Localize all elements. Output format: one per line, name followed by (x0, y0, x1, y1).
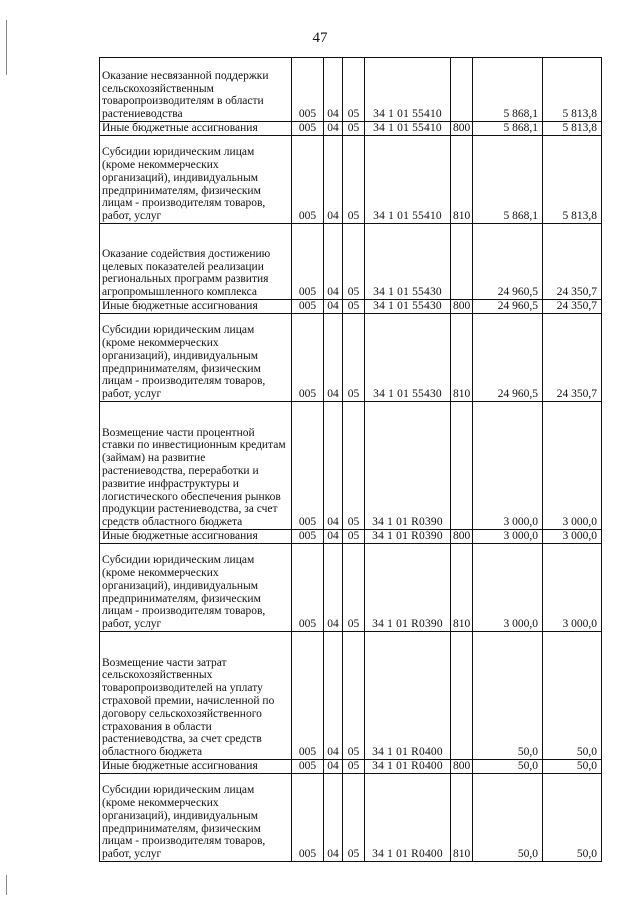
table-row (100, 122, 602, 136)
amount-year2-cell: 3 000,0 (543, 530, 602, 544)
subsection-code-cell: 05 (343, 136, 365, 224)
section-code-cell: 04 (324, 530, 343, 544)
row-name-cell: Возмещение части процентной ставки по инвестиционным кредитам (займам) на развитие растениеводства, переработки и развитие инфраструктуры и логистического обеспечения рынков продукции растениеводства, за счет средств областного бюджета (100, 402, 292, 530)
table-row (100, 544, 602, 632)
amount-year2-cell: 24 350,7 (543, 300, 602, 314)
section-code-cell: 04 (324, 314, 343, 402)
amount-year1-cell: 50,0 (473, 774, 543, 862)
target-article-cell: 34 1 01 R0390 (365, 402, 451, 530)
subsection-code-cell: 05 (343, 774, 365, 862)
section-code-cell: 04 (324, 632, 343, 760)
amount-year1-cell: 5 868,1 (473, 58, 543, 122)
amount-year1-cell: 5 868,1 (473, 136, 543, 224)
subsection-code-cell: 05 (343, 760, 365, 774)
expense-type-cell: 810 (451, 314, 473, 402)
row-name-cell: Иные бюджетные ассигнования (100, 760, 292, 774)
amount-year2-cell: 50,0 (543, 774, 602, 862)
expense-type-cell: 810 (451, 544, 473, 632)
table-row (100, 136, 602, 224)
target-article-cell: 34 1 01 R0400 (365, 632, 451, 760)
subsection-code-cell: 05 (343, 300, 365, 314)
expense-type-cell: 800 (451, 300, 473, 314)
expense-type-cell (451, 402, 473, 530)
target-article-cell: 34 1 01 R0390 (365, 530, 451, 544)
amount-year1-cell: 3 000,0 (473, 544, 543, 632)
amount-year2-cell: 3 000,0 (543, 544, 602, 632)
section-code-cell: 04 (324, 544, 343, 632)
amount-year1-cell: 50,0 (473, 632, 543, 760)
ved-code-cell: 005 (292, 760, 324, 774)
ved-code-cell: 005 (292, 314, 324, 402)
amount-year2-cell: 24 350,7 (543, 314, 602, 402)
ved-code-cell: 005 (292, 58, 324, 122)
amount-year2-cell: 3 000,0 (543, 402, 602, 530)
amount-year1-cell: 3 000,0 (473, 530, 543, 544)
expense-type-cell: 810 (451, 136, 473, 224)
amount-year2-cell: 5 813,8 (543, 58, 602, 122)
page-number: 47 (312, 30, 328, 46)
subsection-code-cell: 05 (343, 314, 365, 402)
left-margin-mark (6, 20, 7, 75)
ved-code-cell: 005 (292, 122, 324, 136)
target-article-cell: 34 1 01 R0390 (365, 544, 451, 632)
row-name-cell: Иные бюджетные ассигнования (100, 300, 292, 314)
left-margin-mark (6, 875, 7, 895)
amount-year1-cell: 50,0 (473, 760, 543, 774)
amount-year1-cell: 3 000,0 (473, 402, 543, 530)
row-name-cell: Субсидии юридическим лицам (кроме некоммерческих организаций), индивидуальным предпринимателям, физическим лицам - производителям товаров, работ, услуг (100, 136, 292, 224)
target-article-cell: 34 1 01 R0400 (365, 760, 451, 774)
ved-code-cell: 005 (292, 544, 324, 632)
section-code-cell: 04 (324, 774, 343, 862)
expense-type-cell (451, 224, 473, 300)
section-code-cell: 04 (324, 402, 343, 530)
amount-year1-cell: 24 960,5 (473, 314, 543, 402)
amount-year2-cell: 50,0 (543, 632, 602, 760)
target-article-cell: 34 1 01 55410 (365, 122, 451, 136)
table-row (100, 632, 602, 760)
row-name-cell: Субсидии юридическим лицам (кроме некоммерческих организаций), индивидуальным предпринимателям, физическим лицам - производителям товаров, работ, услуг (100, 774, 292, 862)
section-code-cell: 04 (324, 122, 343, 136)
expense-type-cell: 800 (451, 530, 473, 544)
ved-code-cell: 005 (292, 774, 324, 862)
section-code-cell: 04 (324, 300, 343, 314)
ved-code-cell: 005 (292, 300, 324, 314)
expense-type-cell: 810 (451, 774, 473, 862)
expense-type-cell (451, 632, 473, 760)
section-code-cell: 04 (324, 58, 343, 122)
table-row (100, 300, 602, 314)
subsection-code-cell: 05 (343, 122, 365, 136)
subsection-code-cell: 05 (343, 544, 365, 632)
table-row (100, 760, 602, 774)
row-name-cell: Иные бюджетные ассигнования (100, 530, 292, 544)
row-name-cell: Субсидии юридическим лицам (кроме некоммерческих организаций), индивидуальным предпринимателям, физическим лицам - производителям товаров, работ, услуг (100, 314, 292, 402)
target-article-cell: 34 1 01 R0400 (365, 774, 451, 862)
amount-year2-cell: 5 813,8 (543, 122, 602, 136)
subsection-code-cell: 05 (343, 58, 365, 122)
expense-type-cell (451, 58, 473, 122)
target-article-cell: 34 1 01 55410 (365, 136, 451, 224)
target-article-cell: 34 1 01 55410 (365, 58, 451, 122)
amount-year2-cell: 50,0 (543, 760, 602, 774)
expense-type-cell: 800 (451, 122, 473, 136)
section-code-cell: 04 (324, 760, 343, 774)
amount-year1-cell: 5 868,1 (473, 122, 543, 136)
budget-table (99, 57, 602, 862)
subsection-code-cell: 05 (343, 632, 365, 760)
table-row (100, 402, 602, 530)
ved-code-cell: 005 (292, 402, 324, 530)
table-row (100, 58, 602, 122)
amount-year2-cell: 24 350,7 (543, 224, 602, 300)
subsection-code-cell: 05 (343, 224, 365, 300)
subsection-code-cell: 05 (343, 530, 365, 544)
target-article-cell: 34 1 01 55430 (365, 224, 451, 300)
subsection-code-cell: 05 (343, 402, 365, 530)
section-code-cell: 04 (324, 224, 343, 300)
row-name-cell: Оказание несвязанной поддержки сельскохозяйственным товаропроизводителям в области растениеводства (100, 58, 292, 122)
row-name-cell: Иные бюджетные ассигнования (100, 122, 292, 136)
amount-year2-cell: 5 813,8 (543, 136, 602, 224)
row-name-cell: Возмещение части затрат сельскохозяйственных товаропроизводителей на уплату страховой премии, начисленной по договору сельскохозяйственного страхования в области растениеводства, за счет средств областного бюджета (100, 632, 292, 760)
table-row (100, 774, 602, 862)
target-article-cell: 34 1 01 55430 (365, 300, 451, 314)
table-row (100, 224, 602, 300)
table-row (100, 530, 602, 544)
amount-year1-cell: 24 960,5 (473, 300, 543, 314)
amount-year1-cell: 24 960,5 (473, 224, 543, 300)
target-article-cell: 34 1 01 55430 (365, 314, 451, 402)
ved-code-cell: 005 (292, 136, 324, 224)
ved-code-cell: 005 (292, 632, 324, 760)
row-name-cell: Субсидии юридическим лицам (кроме некоммерческих организаций), индивидуальным предпринимателям, физическим лицам - производителям товаров, работ, услуг (100, 544, 292, 632)
row-name-cell: Оказание содействия достижению целевых показателей реализации региональных программ развития агропромышленного комплекса (100, 224, 292, 300)
ved-code-cell: 005 (292, 530, 324, 544)
ved-code-cell: 005 (292, 224, 324, 300)
table-row (100, 314, 602, 402)
section-code-cell: 04 (324, 136, 343, 224)
expense-type-cell: 800 (451, 760, 473, 774)
